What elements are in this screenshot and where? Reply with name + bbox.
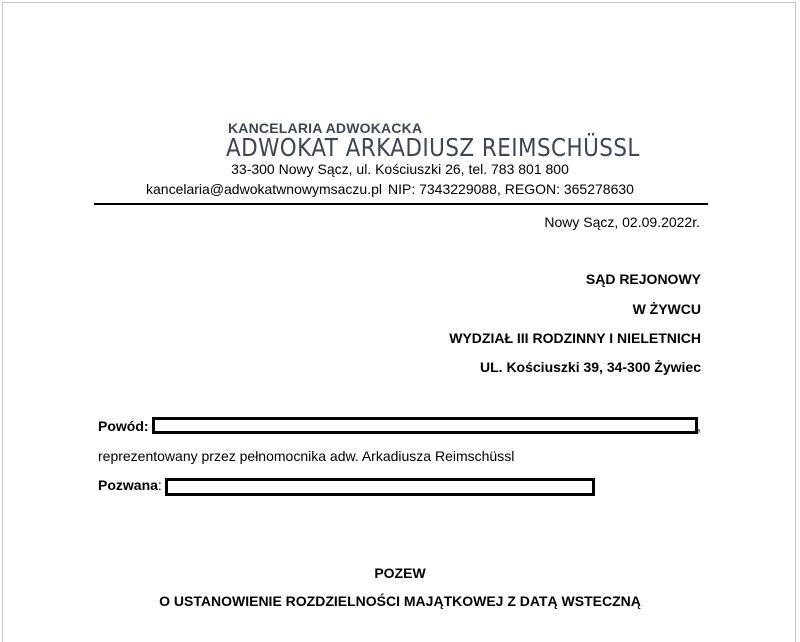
firm-type: KANCELARIA ADWOKACKA <box>228 120 423 136</box>
plaintiff-label: Powód <box>98 418 144 434</box>
firm-address: 33-300 Nowy Sącz, ul. Kościuszki 26, tel. 783 801 800 <box>231 161 569 177</box>
court-address: UL. Kościuszki 39, 34-300 Żywiec <box>480 359 701 375</box>
plaintiff-line: Powód: <box>98 418 149 434</box>
date-line: Nowy Sącz, 02.09.2022r. <box>544 214 700 230</box>
court-city: W ŻYWCU <box>632 301 701 317</box>
firm-registry: NIP: 7343229088, REGON: 365278630 <box>387 181 634 197</box>
document-subtitle: O USTANOWIENIE ROZDZIELNOŚCI MAJĄTKOWEJ Z DATĄ WSTECZNĄ <box>159 593 641 609</box>
defendant-redaction <box>165 478 595 496</box>
firm-email: kancelaria@adwokatwnowymsaczu.pl <box>146 181 382 197</box>
plaintiff-redaction <box>152 417 698 434</box>
firm-contact <box>146 181 634 197</box>
defendant-line: Pozwana: <box>98 477 162 493</box>
representation-line: reprezentowany przez pełnomocnika adw. Arkadiusza Reimschüssl <box>98 448 515 464</box>
court-division: WYDZIAŁ III RODZINNY I NIELETNICH <box>449 330 701 346</box>
plaintiff-comma: , <box>697 418 701 434</box>
document-title: POZEW <box>374 565 426 581</box>
page <box>2 2 796 642</box>
firm-name: ADWOKAT ARKADIUSZ REIMSCHÜSSL <box>226 133 640 162</box>
court-name: SĄD REJONOWY <box>585 271 701 287</box>
defendant-label: Pozwana <box>98 477 158 493</box>
letterhead-divider <box>94 203 708 205</box>
